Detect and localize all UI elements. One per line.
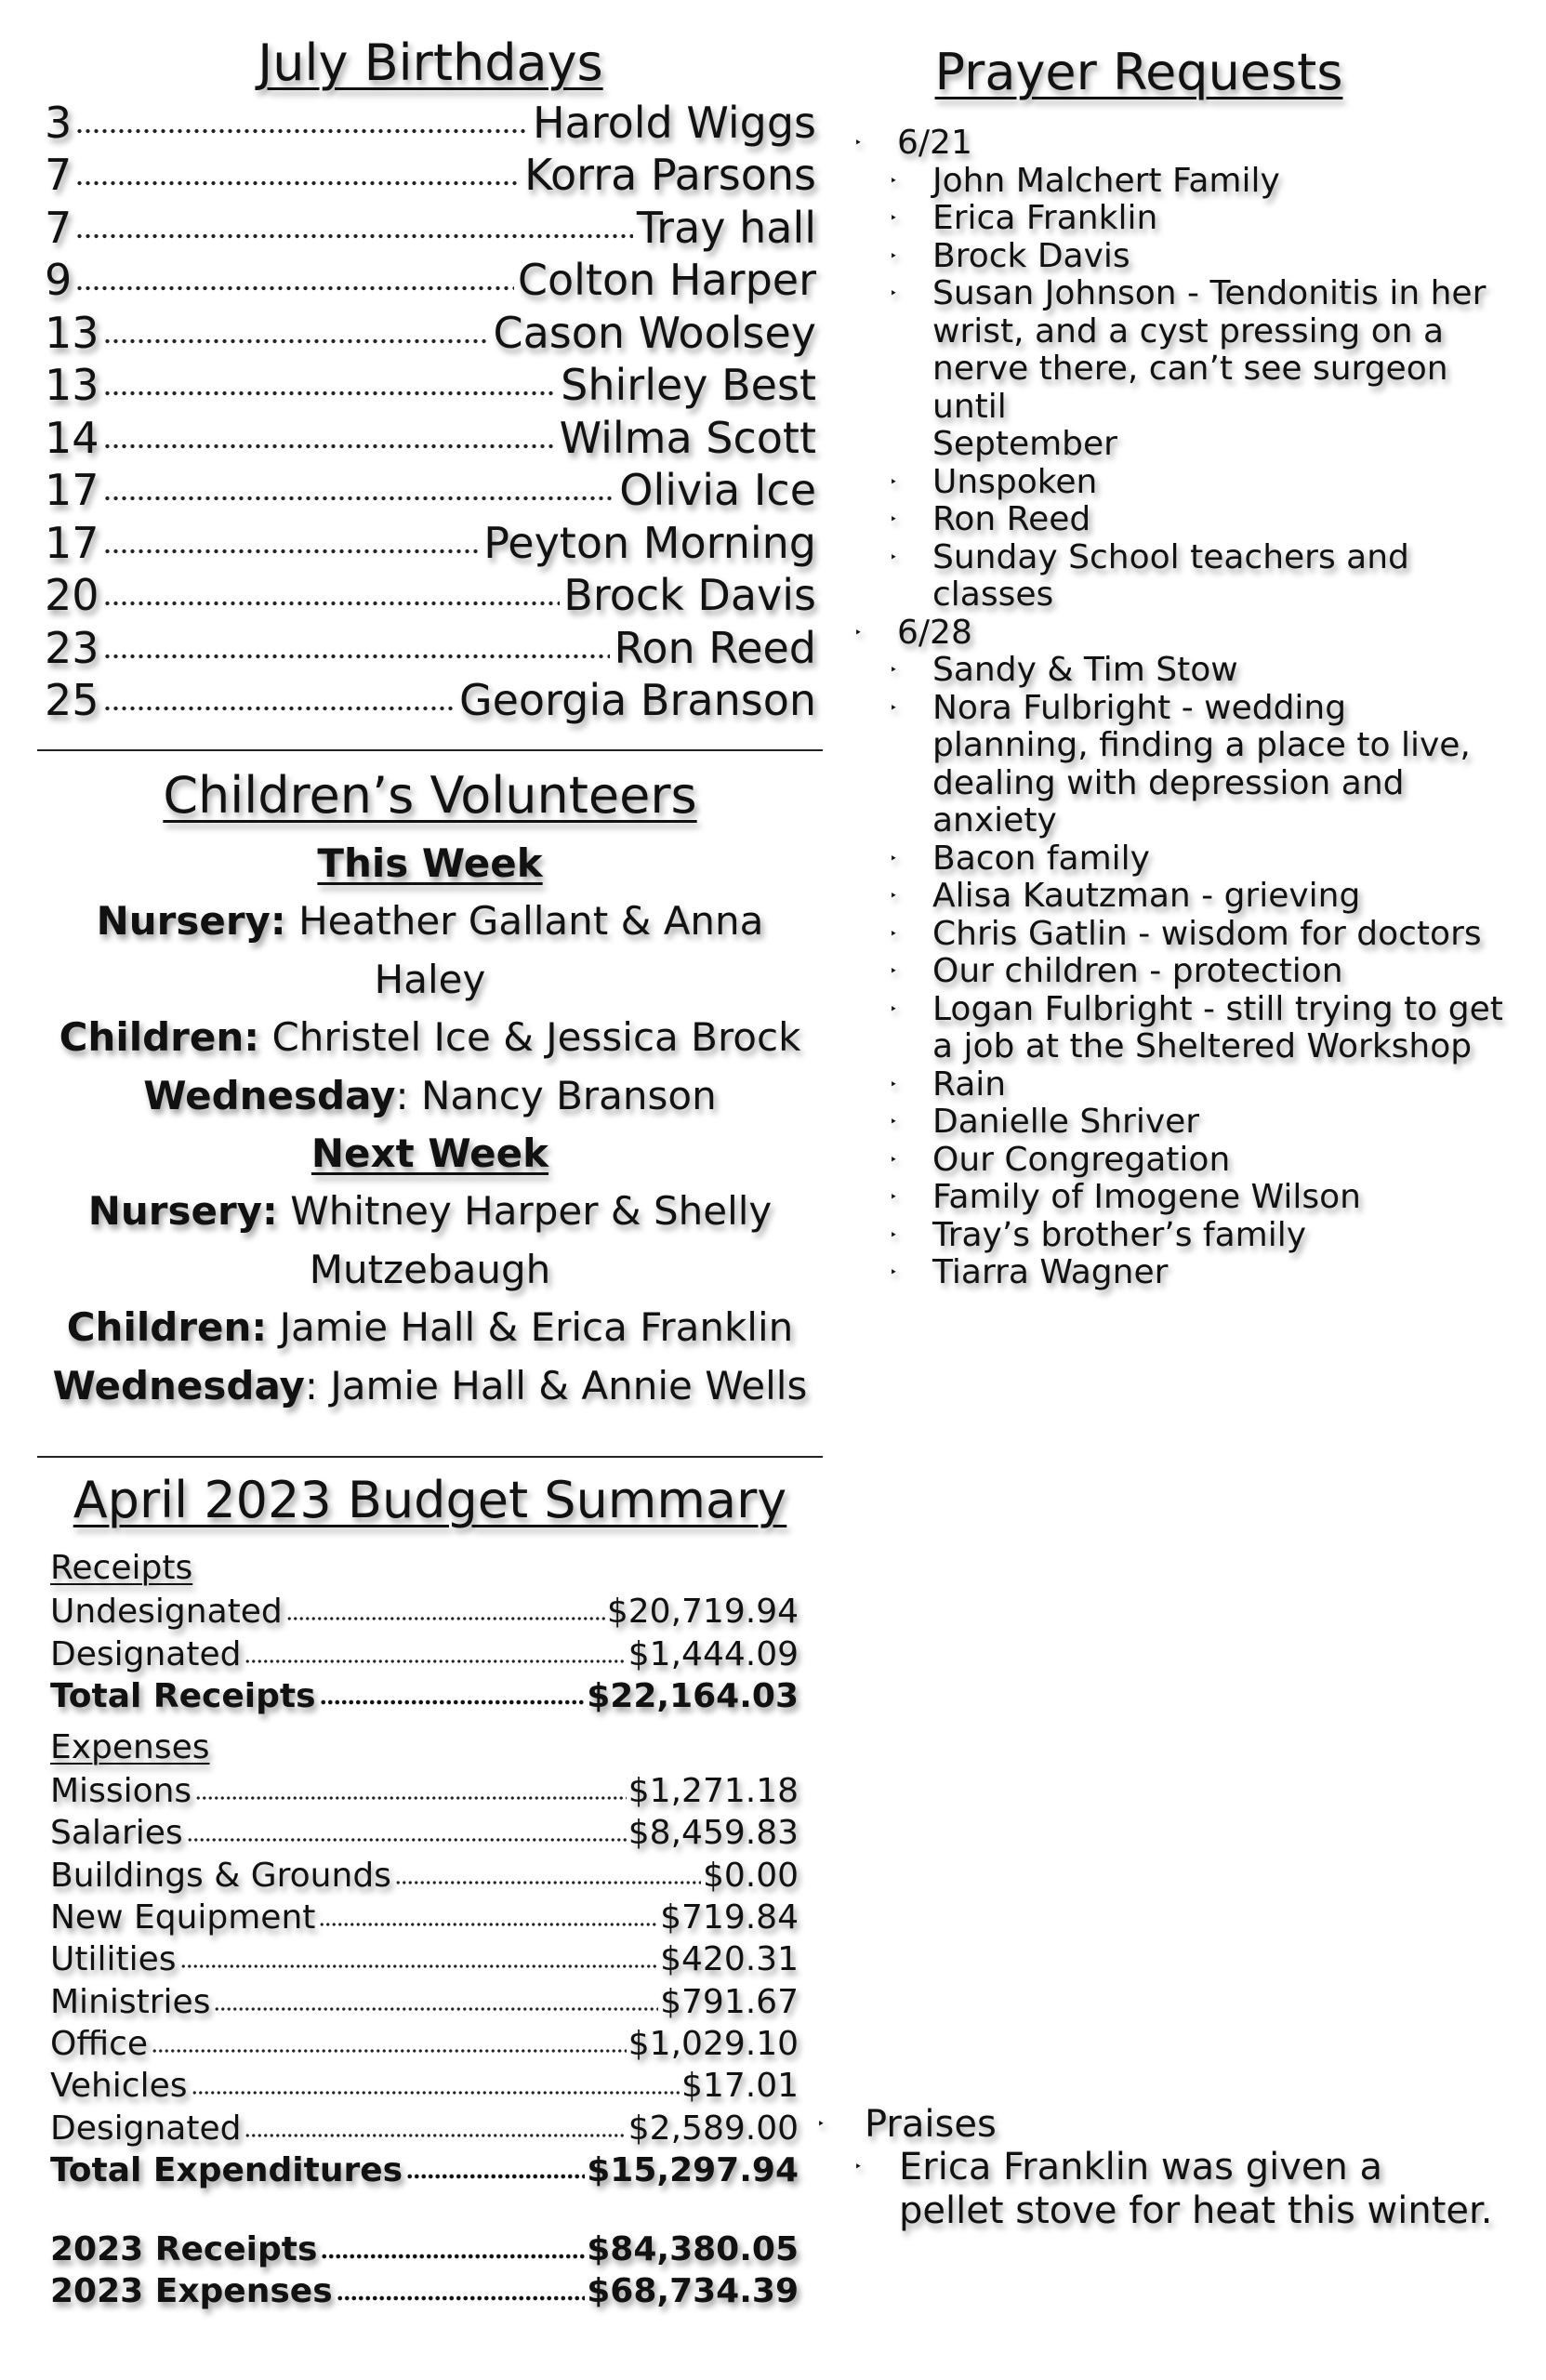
birthday-row (45, 463, 816, 516)
birthday-name: Shirley Best (561, 360, 816, 410)
dot-leader (103, 653, 611, 660)
row-label: 2023 Receipts (50, 2230, 318, 2269)
row-amount: $1,444.09 (628, 1634, 799, 1673)
dot-leader (395, 1880, 701, 1885)
dot-leader (103, 705, 456, 712)
praise-item-line: pellet stove for heat this winter. (899, 2189, 1493, 2232)
birthday-name: Tray hall (636, 202, 816, 253)
prayer-item-line: Alisa Kautzman - grieving (932, 877, 1361, 915)
budget-row (50, 1631, 799, 1673)
year-receipts-row (50, 2227, 799, 2268)
budget-row (50, 1978, 799, 2020)
prayer-item-line: Logan Fulbright - still trying to get (932, 989, 1503, 1028)
birthday-name: Georgia Branson (458, 675, 816, 725)
prayer-item-line: Our children - protection (932, 952, 1343, 990)
prayer-item-line: Sandy & Tim Stow (932, 651, 1238, 689)
birthday-row (45, 305, 816, 358)
birthday-day: 25 (45, 675, 99, 725)
dot-leader (75, 232, 633, 240)
receipts-heading: Receipts (50, 1549, 193, 1587)
budget-row (50, 1852, 799, 1894)
nursery-label: Nursery: (96, 898, 286, 944)
dot-leader (152, 2048, 627, 2054)
row-amount: $420.31 (660, 1940, 799, 1979)
prayer-item-line: Unspoken (932, 462, 1098, 501)
row-amount: $0.00 (702, 1856, 799, 1895)
birthday-row (45, 253, 816, 306)
row-amount: $8,459.83 (628, 1814, 799, 1853)
birthday-name: Brock Davis (563, 570, 816, 620)
birthdays-title: July Birthdays (258, 33, 603, 92)
next-week-heading: Next Week (311, 1130, 549, 1176)
bullet-icon: ‣ (890, 1265, 898, 1280)
dot-leader (103, 495, 616, 502)
prayer-item (841, 953, 1529, 991)
dot-leader (75, 127, 529, 135)
prayer-item (841, 1179, 1529, 1217)
dot-leader (103, 600, 561, 607)
birthday-row (45, 148, 816, 201)
bullet-icon: ‣ (890, 211, 898, 226)
birthday-name: Harold Wiggs (532, 97, 816, 148)
budget-section (37, 1469, 826, 2311)
wednesday-names: : Jamie Hall & Annie Wells (304, 1362, 808, 1408)
birthday-day: 13 (45, 307, 99, 358)
bullet-icon: ‣ (890, 248, 898, 264)
birthday-day: 23 (45, 622, 99, 673)
prayer-date-text: 6/21 (897, 124, 972, 162)
praise-item-line: Erica Franklin was given a (899, 2146, 1383, 2188)
row-label: Office (50, 2024, 149, 2063)
bullet-icon: ‣ (890, 851, 898, 866)
dot-leader (319, 1922, 658, 1927)
budget-row (50, 1589, 799, 1631)
bullet-icon: ‣ (817, 2117, 826, 2132)
bullet-icon: ‣ (890, 173, 898, 189)
dot-leader (286, 1616, 605, 1621)
praise-item (813, 2146, 1501, 2233)
this-week-heading: This Week (317, 840, 543, 886)
this-week-nursery-cont: Haley (374, 956, 486, 1002)
birthday-day: 17 (45, 517, 99, 568)
prayer-item-line: Susan Johnson - Tendonitis in her (932, 274, 1487, 312)
dot-leader (103, 390, 558, 397)
expenses-heading: Expenses (50, 1727, 210, 1766)
prayer-item (841, 1217, 1529, 1255)
row-amount: $22,164.03 (587, 1676, 799, 1715)
prayer-item-line: dealing with depression and (932, 763, 1405, 802)
praises-list (813, 2146, 1501, 2233)
bullet-icon: ‣ (890, 1077, 898, 1092)
row-amount: $1,271.18 (628, 1772, 799, 1811)
budget-row (50, 1810, 799, 1852)
birthday-name: Colton Harper (517, 255, 816, 305)
prayer-item-line: Nora Fulbright - wedding (932, 688, 1347, 727)
dot-leader (180, 1964, 659, 1969)
birthday-row (45, 568, 816, 621)
budget-row (50, 1895, 799, 1937)
birthday-name: Wilma Scott (559, 412, 816, 463)
prayer-item-line: nerve there, can’t see surgeon until (932, 350, 1448, 426)
prayer-item (841, 200, 1529, 238)
row-amount: $791.67 (660, 1982, 799, 2021)
this-week-nursery (37, 892, 823, 951)
birthday-row (45, 620, 816, 673)
birthday-day: 3 (45, 97, 73, 148)
prayer-item (841, 501, 1529, 539)
volunteers-title: Children’s Volunteers (163, 766, 697, 825)
row-label: Total Receipts (50, 1676, 316, 1715)
bullet-icon: ‣ (890, 1152, 898, 1168)
bullet-icon: ‣ (890, 286, 898, 301)
dot-leader (320, 1699, 586, 1706)
row-label: Missions (50, 1772, 192, 1811)
praises-heading (813, 2103, 1501, 2146)
bullet-icon: ‣ (890, 700, 898, 716)
nursery-label: Nursery: (87, 1188, 278, 1234)
bullet-icon: ‣ (890, 512, 898, 527)
children-names: Jamie Hall & Erica Franklin (279, 1304, 794, 1350)
birthday-list (45, 95, 816, 725)
prayer-item (841, 539, 1529, 615)
prayer-item-line: Brock Davis (932, 236, 1130, 275)
bullet-icon: ‣ (890, 663, 898, 678)
birthday-day: 17 (45, 465, 99, 515)
bullet-icon: ‣ (890, 889, 898, 904)
row-amount: $15,297.94 (587, 2150, 799, 2189)
prayer-item-line: wrist, and a cyst pressing on a (932, 311, 1445, 350)
praises-section (813, 2103, 1501, 2233)
children-names: Christel Ice & Jessica Brock (271, 1014, 801, 1060)
budget-title: April 2023 Budget Summary (73, 1471, 787, 1529)
prayer-item (841, 916, 1529, 954)
next-week-nursery-cont: Mutzebaugh (309, 1246, 551, 1292)
row-label: Ministries (50, 1982, 211, 2021)
bullet-icon: ‣ (890, 1115, 898, 1130)
row-label: Utilities (50, 1940, 177, 1979)
prayer-item-line: Danielle Shriver (932, 1103, 1200, 1141)
dot-leader (214, 2006, 658, 2012)
prayer-item (841, 163, 1529, 201)
row-amount: $68,734.39 (587, 2272, 799, 2311)
budget-row (50, 2063, 799, 2105)
bullet-icon: ‣ (890, 474, 898, 490)
row-label: Vehicles (50, 2067, 188, 2106)
birthday-row (45, 358, 816, 411)
row-label: Buildings & Grounds (50, 1856, 391, 1895)
wednesday-names: : Nancy Branson (395, 1072, 717, 1118)
total-expenditures-row (50, 2148, 799, 2189)
birthday-day: 7 (45, 150, 73, 200)
children-label: Children: (59, 1014, 260, 1060)
birthdays-section (45, 32, 816, 725)
dot-leader (103, 443, 556, 450)
prayer-item-line: Rain (932, 1064, 1007, 1104)
prayer-item-line: Tray’s brother’s family (932, 1215, 1307, 1254)
bullet-icon: ‣ (890, 964, 898, 979)
next-week-wednesday (37, 1357, 823, 1416)
dot-leader (103, 548, 481, 555)
volunteers-section (37, 764, 823, 1415)
prayer-item (841, 1254, 1529, 1292)
nursery-names: Whitney Harper & Shelly (290, 1188, 773, 1234)
row-amount: $84,380.05 (587, 2230, 799, 2269)
row-label: 2023 Expenses (50, 2272, 333, 2311)
total-receipts-row (50, 1673, 799, 1715)
wednesday-label: Wednesday (52, 1362, 305, 1408)
birthday-row (45, 95, 816, 148)
birthday-name: Korra Parsons (524, 150, 816, 200)
prayer-item-line: anxiety (932, 801, 1057, 840)
prayer-item (841, 275, 1529, 464)
prayer-item-line: Bacon family (932, 839, 1150, 878)
prayer-date-text: 6/28 (897, 613, 972, 652)
bullet-icon: ‣ (890, 1190, 898, 1205)
dot-leader (192, 2090, 681, 2096)
prayer-item (841, 840, 1529, 879)
dot-leader (244, 1659, 626, 1664)
praises-heading-text: Praises (865, 2103, 997, 2146)
prayer-item (841, 1104, 1529, 1142)
prayer-item (841, 878, 1529, 916)
wednesday-label: Wednesday (143, 1072, 396, 1118)
expenses-list (37, 1768, 826, 2148)
prayer-item (841, 652, 1529, 690)
children-label: Children: (66, 1304, 268, 1350)
bullet-icon: ‣ (854, 625, 863, 641)
receipts-list (37, 1589, 823, 1673)
prayer-item-line: planning, finding a place to live, (932, 726, 1471, 764)
prayer-item-line: John Malchert Family (932, 161, 1280, 200)
birthday-row (45, 515, 816, 568)
row-label: Designated (50, 1634, 242, 1673)
prayer-date (841, 615, 1529, 653)
prayer-item-line: Ron Reed (932, 500, 1091, 538)
bullet-icon: ‣ (890, 926, 898, 942)
birthday-name: Olivia Ice (619, 465, 816, 515)
prayer-item (841, 464, 1529, 502)
prayer-item-line: Tiarra Wagner (932, 1253, 1169, 1291)
prayer-item (841, 690, 1529, 840)
prayer-item-line: Family of Imogene Wilson (932, 1178, 1361, 1216)
birthday-day: 9 (45, 255, 73, 305)
bullet-icon: ‣ (890, 1227, 898, 1243)
budget-row (50, 2021, 799, 2063)
birthday-day: 13 (45, 360, 99, 410)
nursery-names: Heather Gallant & Anna (298, 898, 764, 944)
budget-row (50, 2105, 799, 2147)
prayer-date (841, 125, 1529, 163)
budget-row (50, 1937, 799, 1978)
birthday-name: Ron Reed (614, 622, 816, 673)
budget-row (50, 1768, 799, 1810)
dot-leader (195, 1795, 627, 1801)
prayer-item (841, 1066, 1529, 1104)
birthday-day: 7 (45, 202, 73, 253)
prayer-item-line: Sunday School teachers and (932, 537, 1409, 576)
row-label: Salaries (50, 1814, 183, 1853)
row-amount: $1,029.10 (628, 2024, 799, 2063)
prayer-item-line: Our Congregation (932, 1140, 1231, 1179)
row-amount: $719.84 (660, 1898, 799, 1937)
dot-leader (244, 2133, 626, 2138)
birthday-row (45, 673, 816, 726)
bullet-icon: ‣ (890, 1001, 898, 1017)
dot-leader (75, 179, 521, 187)
divider (37, 749, 823, 751)
prayer-item-line: September (932, 425, 1117, 463)
year-expenses-row (50, 2268, 799, 2310)
dot-leader (321, 2253, 585, 2259)
prayer-list (841, 125, 1529, 1292)
bullet-icon: ‣ (854, 136, 863, 151)
row-amount: $2,589.00 (628, 2109, 799, 2148)
prayer-item-line: Chris Gatlin - wisdom for doctors (932, 914, 1482, 953)
divider (37, 1456, 823, 1458)
prayer-item (841, 238, 1529, 276)
row-label: Designated (50, 2109, 242, 2148)
prayer-item-line: classes (932, 575, 1054, 614)
row-amount: $20,719.94 (606, 1593, 799, 1632)
birthday-day: 20 (45, 570, 99, 620)
bullet-icon: ‣ (854, 2160, 863, 2175)
birthday-name: Peyton Morning (483, 517, 816, 568)
prayer-item (841, 1142, 1529, 1180)
prayer-section (841, 41, 1529, 1292)
row-label: New Equipment (50, 1898, 316, 1937)
this-week-wednesday (37, 1067, 823, 1126)
birthday-day: 14 (45, 412, 99, 463)
dot-leader (75, 284, 514, 292)
prayer-title: Prayer Requests (934, 43, 1343, 101)
birthday-name: Cason Woolsey (493, 307, 816, 358)
birthday-row (45, 200, 816, 253)
next-week-children (37, 1299, 823, 1357)
dot-leader (406, 2174, 585, 2180)
dot-leader (187, 1837, 627, 1843)
prayer-item-line: a job at the Sheltered Workshop (932, 1027, 1473, 1065)
prayer-item (841, 991, 1529, 1066)
prayer-item-line: Erica Franklin (932, 199, 1158, 237)
birthday-row (45, 410, 816, 463)
row-amount: $17.01 (681, 2067, 799, 2106)
dot-leader (103, 337, 490, 345)
bullet-icon: ‣ (890, 549, 898, 565)
row-label: Total Expenditures (50, 2150, 403, 2189)
row-label: Undesignated (50, 1593, 283, 1632)
next-week-nursery (37, 1183, 823, 1241)
this-week-children (37, 1009, 823, 1067)
dot-leader (337, 2294, 586, 2301)
